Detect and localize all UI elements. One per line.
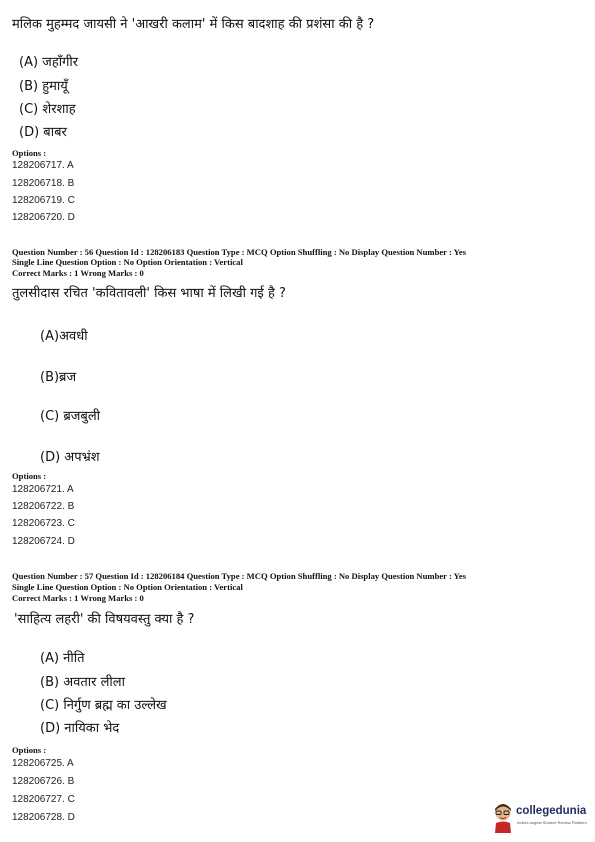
q57-option-b: (B) अवतार लीला xyxy=(40,675,125,690)
q55-option-b: (B) हुमायूँ xyxy=(19,79,68,94)
question-57-text: 'साहित्य लहरी' की विषयवस्तु क्या है ? xyxy=(14,612,195,627)
q56-marks: Correct Marks : 1 Wrong Marks : 0 xyxy=(12,268,144,278)
q57-marks: Correct Marks : 1 Wrong Marks : 0 xyxy=(12,593,144,603)
q57-option-d: (D) नायिका भेद xyxy=(40,721,120,736)
q56-meta-line1: Question Number : 56 Question Id : 128206183 Question Type : MCQ Option Shuffling : No Display Question Number : Yes xyxy=(12,247,467,257)
q56-options-label: Options : xyxy=(12,471,47,481)
q55-option-a: (A) जहाँगीर xyxy=(19,55,79,70)
q57-options-label: Options : xyxy=(12,745,47,755)
q55-option-id-d: 128206720. D xyxy=(12,212,75,223)
q56-meta-line2: Single Line Question Option : No Option Orientation : Vertical xyxy=(12,257,243,267)
collegedunia-logo xyxy=(492,803,592,837)
q57-meta-line1: Question Number : 57 Question Id : 128206184 Question Type : MCQ Option Shuffling : No Display Question Number : Yes xyxy=(12,571,467,581)
q55-option-c: (C) शेरशाह xyxy=(19,102,76,117)
q56-option-id-a: 128206721. A xyxy=(12,484,74,495)
logo-tagline: India's largest Student Review Platform xyxy=(517,820,587,825)
q56-option-a: (A)अवधी xyxy=(40,329,88,344)
q57-option-id-c: 128206727. C xyxy=(12,794,75,805)
q56-option-c: (C) ब्रजबुली xyxy=(40,409,101,424)
q55-option-d: (D) बाबर xyxy=(19,125,67,140)
q56-option-id-b: 128206722. B xyxy=(12,501,75,512)
question-55-text: मलिक मुहम्मद जायसी ने 'आखरी कलाम' में किस बादशाह की प्रशंसा की है ? xyxy=(12,17,375,32)
logo-wordmark: collegedunia xyxy=(516,805,587,817)
q56-option-id-c: 128206723. C xyxy=(12,518,75,529)
q57-option-id-b: 128206726. B xyxy=(12,776,75,787)
mascot-icon xyxy=(492,803,514,833)
q55-option-id-b: 128206718. B xyxy=(12,178,75,189)
q57-option-id-a: 128206725. A xyxy=(12,758,74,769)
q56-option-d: (D) अपभ्रंश xyxy=(40,450,100,465)
question-56-text: तुलसीदास रचित 'कवितावली' किस भाषा में लिखी गई है ? xyxy=(12,286,286,301)
q57-option-id-d: 128206728. D xyxy=(12,812,75,823)
q57-meta-line2: Single Line Question Option : No Option Orientation : Vertical xyxy=(12,582,243,592)
q56-option-b: (B)ब्रज xyxy=(40,370,77,385)
q55-options-label: Options : xyxy=(12,148,47,158)
q57-option-a: (A) नीति xyxy=(40,651,85,666)
q57-option-c: (C) निर्गुण ब्रह्म का उल्लेख xyxy=(40,698,167,713)
q55-option-id-a: 128206717. A xyxy=(12,160,74,171)
q55-option-id-c: 128206719. C xyxy=(12,195,75,206)
q56-option-id-d: 128206724. D xyxy=(12,536,75,547)
